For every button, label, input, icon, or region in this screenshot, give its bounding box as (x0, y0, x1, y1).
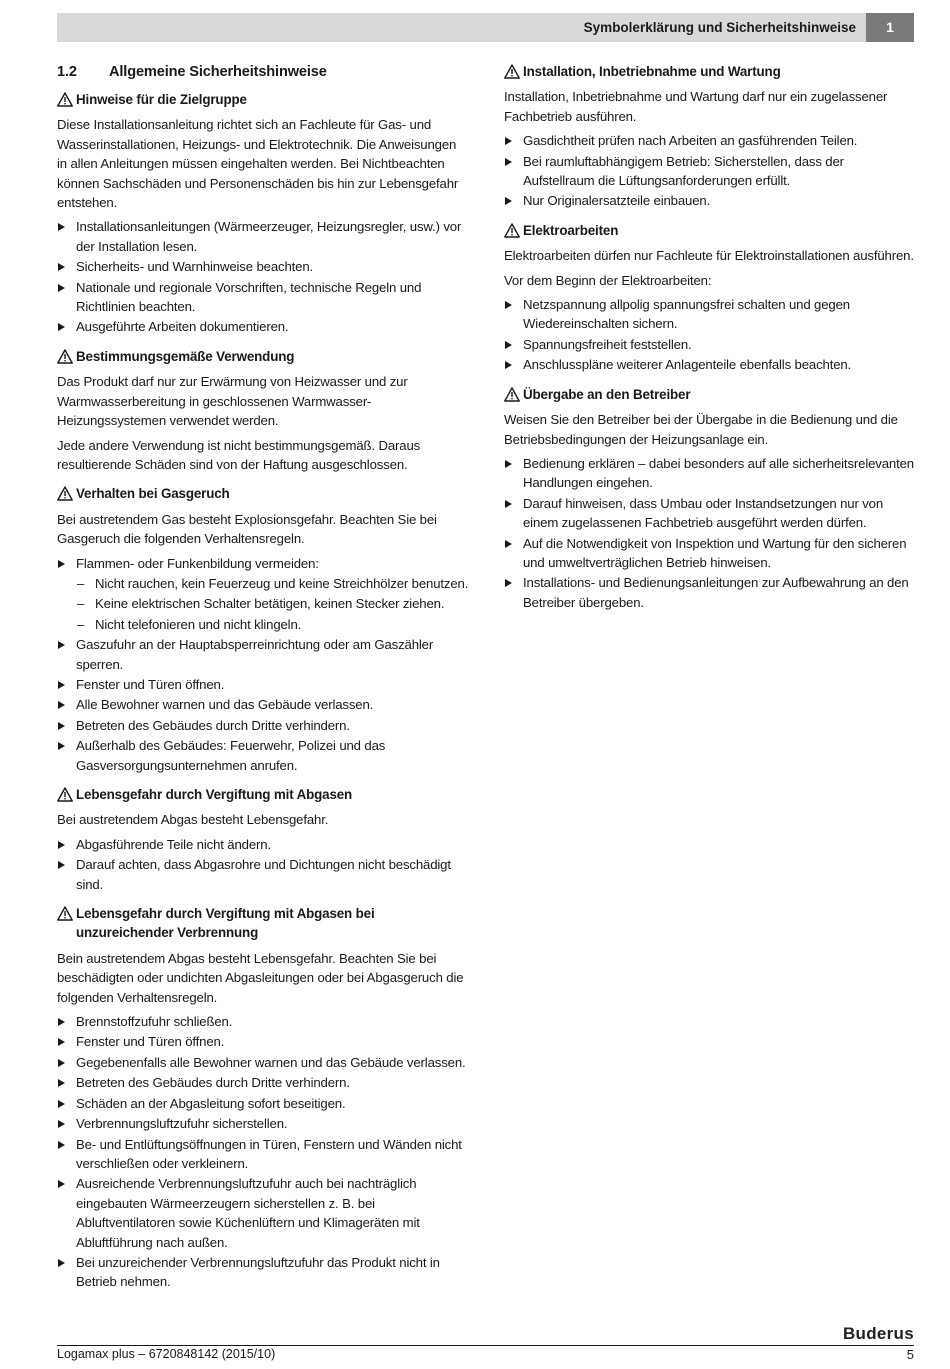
warning-triangle-icon (504, 387, 520, 402)
paragraph: Diese Installationsanleitung richtet sich an Fachleute für Gas- und Wasserinstallationen, Heizungs- und Elektrotechnik. Die Anweisungen in allen Anleitungen müssen eingehalten werden. Bei Nichtbeachten können Sachschäden und Personenschäden bis hin zur Lebensgefahr entstehen. (57, 117, 459, 211)
warning-triangle-icon (57, 906, 73, 921)
arrow-bullet-icon (58, 841, 65, 849)
list-item (504, 454, 916, 493)
list-item-text: Bedienung erklären – dabei besonders auf alle sicherheitsrelevanten Handlungen eingehen. (523, 455, 914, 491)
paragraph: Bei austretendem Abgas besteht Lebensgefahr. (57, 812, 329, 828)
dash-marker: – (77, 616, 85, 632)
paragraph: Installation, Inbetriebnahme und Wartung darf nur ein zugelassener Fachbetrieb ausführen. (504, 89, 888, 124)
arrow-bullet-icon (58, 1180, 65, 1188)
warning-triangle-icon (504, 64, 520, 79)
subsection-heading (504, 385, 916, 404)
list-item (504, 534, 916, 573)
arrow-bullet-icon (58, 284, 65, 292)
page-number: 5 (906, 1347, 914, 1362)
list-item-text: Ausreichende Verbrennungsluftzufuhr auch bei nachträglich eingebauten Wärmeerzeugern sicherstellen z. B. bei Abluftventilatoren sowie Küchenlüftern und Klimageräten mit Abluftführung nach außen. (76, 1176, 420, 1250)
arrow-bullet-icon (58, 1079, 65, 1087)
subsection-heading (57, 347, 469, 366)
list-item (504, 191, 916, 210)
warning-triangle-icon (57, 486, 73, 501)
paragraph: Bein austretendem Abgas besteht Lebensgefahr. Beachten Sie bei beschädigten oder undichten Abgasleitungen oder bei Abgasgeruch die folgenden Verhaltensregeln. (57, 950, 464, 1005)
list-item-text: Fenster und Türen öffnen. (76, 676, 225, 692)
list-item-text: Installations- und Bedienungsanleitungen zur Aufbewahrung an den Betreiber übergeben. (523, 575, 909, 610)
header-bar (57, 13, 914, 42)
list-item-text: Gegebenenfalls alle Bewohner warnen und das Gebäude verlassen. (76, 1054, 466, 1070)
arrow-bullet-icon (505, 137, 512, 145)
list-item (504, 295, 916, 334)
arrow-bullet-icon (505, 579, 512, 587)
list-item (504, 573, 916, 612)
list-item-text: Installationsanleitungen (Wärmeerzeuger, Heizungsregler, usw.) vor der Installation lesen. (76, 219, 462, 254)
list-item-text: Auf die Notwendigkeit von Inspektion und Wartung für den sicheren und umweltverträglichen Betrieb hinweisen. (523, 535, 907, 570)
list-item (57, 278, 469, 317)
arrow-bullet-icon (58, 1120, 65, 1128)
arrow-bullet-icon (58, 742, 65, 750)
list-item-text: Flammen- oder Funkenbildung vermeiden: (76, 555, 319, 571)
arrow-bullet-icon (58, 1059, 65, 1067)
dash-item-text: Keine elektrischen Schalter betätigen, keinen Stecker ziehen. (95, 596, 445, 612)
list-item-text: Netzspannung allpolig spannungsfrei schalten und gegen Wiedereinschalten sichern. (523, 297, 850, 332)
list-item (504, 335, 916, 354)
list-item-text: Außerhalb des Gebäudes: Feuerwehr, Polizei und das Gasversorgungsunternehmen anrufen. (76, 738, 386, 773)
list-item (504, 355, 916, 374)
subsection-heading-text: Lebensgefahr durch Vergiftung mit Abgasen bei unzureichender Verbrennung (76, 906, 375, 941)
paragraph: Das Produkt darf nur zur Erwärmung von Heizwasser und zur Warmwasserbereitung in geschlossenen Warmwasser-Heizungssystemen verwendet werden. (57, 374, 408, 429)
list-item-text: Darauf achten, dass Abgasrohre und Dichtungen nicht beschädigt sind. (76, 857, 451, 892)
list-item (504, 131, 916, 150)
arrow-bullet-icon (58, 861, 65, 869)
bullet-list (504, 131, 916, 211)
list-item (57, 1114, 469, 1133)
dash-item-text: Nicht rauchen, kein Feuerzeug und keine Streichhölzer benutzen. (95, 575, 469, 591)
list-item-text: Betreten des Gebäudes durch Dritte verhindern. (76, 1075, 350, 1091)
list-item (57, 1012, 469, 1031)
subsection-heading-text: Installation, Inbetriebnahme und Wartung (523, 64, 781, 79)
footer-divider (57, 1345, 914, 1346)
subsection-heading-text: Übergabe an den Betreiber (523, 386, 691, 402)
list-item (57, 1094, 469, 1113)
subsection-heading (57, 484, 469, 503)
section-heading: Allgemeine Sicherheitshinweise (109, 64, 327, 80)
list-item-text: Gasdichtheit prüfen nach Arbeiten an gasführenden Teilen. (523, 133, 858, 149)
list-item-text: Be- und Entlüftungsöffnungen in Türen, Fenstern und Wänden nicht verschließen oder verkleinern. (76, 1136, 462, 1171)
arrow-bullet-icon (505, 158, 512, 166)
bullet-list (504, 295, 916, 375)
footer-doc-info: Logamax plus – 6720848142 (2015/10) (57, 1347, 276, 1361)
arrow-bullet-icon (58, 1038, 65, 1046)
paragraph: Vor dem Beginn der Elektroarbeiten: (504, 272, 712, 288)
list-item (57, 675, 469, 694)
chapter-number: 1 (866, 13, 914, 42)
list-item-text: Gaszufuhr an der Hauptabsperreinrichtung oder am Gaszähler sperren. (76, 637, 434, 672)
subsection-heading (504, 62, 916, 81)
brand-logo: Buderus (842, 1324, 914, 1343)
arrow-bullet-icon (58, 1141, 65, 1149)
list-item-text: Anschlusspläne weiterer Anlagenteile ebenfalls beachten. (523, 357, 852, 373)
subsection-heading (57, 904, 469, 943)
dash-marker: – (77, 596, 85, 612)
paragraph: Jede andere Verwendung ist nicht bestimmungsgemäß. Daraus resultierende Schäden sind von der Haftung ausgeschlossen. (57, 437, 421, 472)
list-item-text: Bei unzureichender Verbrennungsluftzufuhr das Produkt nicht in Betrieb nehmen. (76, 1254, 440, 1290)
arrow-bullet-icon (505, 301, 512, 309)
list-item (504, 494, 916, 533)
bullet-list (57, 554, 469, 775)
subsection-heading (57, 90, 469, 109)
section-title (57, 62, 469, 82)
paragraph: Elektroarbeiten dürfen nur Fachleute für Elektroinstallationen ausführen. (504, 248, 914, 264)
list-item-text: Alle Bewohner warnen und das Gebäude verlassen. (76, 697, 374, 713)
paragraph: Bei austretendem Gas besteht Explosionsgefahr. Beachten Sie bei Gasgeruch die folgenden Verhaltensregeln. (57, 511, 437, 547)
list-item-text: Abgasführende Teile nicht ändern. (76, 836, 271, 852)
arrow-bullet-icon (58, 722, 65, 730)
list-item-text: Darauf hinweisen, dass Umbau oder Instandsetzungen nur von einem zugelassenen Fachbetrieb ausgeführt werden dürfen. (523, 495, 884, 531)
subsection-heading-text: Bestimmungsgemäße Verwendung (76, 348, 295, 364)
arrow-bullet-icon (505, 540, 512, 548)
arrow-bullet-icon (58, 223, 65, 231)
subsection-heading-text: Elektroarbeiten (523, 222, 619, 238)
section-number: 1.2 (57, 64, 77, 80)
arrow-bullet-icon (505, 197, 512, 205)
arrow-bullet-icon (505, 361, 512, 369)
bullet-list (504, 454, 916, 612)
arrow-bullet-icon (58, 263, 65, 271)
arrow-bullet-icon (58, 323, 65, 331)
list-item (57, 695, 469, 714)
arrow-bullet-icon (505, 500, 512, 508)
list-item (57, 257, 469, 276)
list-item (57, 1253, 469, 1292)
arrow-bullet-icon (58, 560, 65, 568)
list-item (57, 716, 469, 735)
warning-triangle-icon (57, 349, 73, 364)
list-item-text: Verbrennungsluftzufuhr sicherstellen. (76, 1116, 288, 1132)
list-item (57, 736, 469, 775)
list-item-text: Nur Originalersatzteile einbauen. (523, 193, 711, 209)
subsection-heading-text: Hinweise für die Zielgruppe (76, 92, 247, 107)
list-item-text: Betreten des Gebäudes durch Dritte verhindern. (76, 717, 350, 733)
left-column (57, 62, 469, 1296)
subsection-heading-text: Verhalten bei Gasgeruch (76, 486, 230, 502)
warning-triangle-icon (504, 223, 520, 238)
list-item-text: Fenster und Türen öffnen. (76, 1034, 225, 1050)
list-item (57, 1053, 469, 1072)
list-item (57, 554, 469, 573)
list-item (57, 1174, 469, 1252)
arrow-bullet-icon (58, 701, 65, 709)
arrow-bullet-icon (505, 460, 512, 468)
list-item-text: Schäden an der Abgasleitung sofort beseitigen. (76, 1095, 346, 1111)
dash-item (57, 615, 469, 634)
paragraph: Weisen Sie den Betreiber bei der Übergabe in die Bedienung und die Betriebsbedingungen der Heizungsanlage ein. (504, 412, 898, 447)
list-item-text: Bei raumluftabhängigem Betrieb: Sicherstellen, dass der Aufstellraum die Lüftungsanforderungen erfüllt. (523, 153, 844, 189)
list-item-text: Spannungsfreiheit feststellen. (523, 336, 692, 352)
arrow-bullet-icon (505, 341, 512, 349)
arrow-bullet-icon (58, 1259, 65, 1267)
subsection-heading (57, 785, 469, 804)
dash-item-text: Nicht telefonieren und nicht klingeln. (95, 616, 302, 632)
list-item (57, 217, 469, 256)
warning-triangle-icon (57, 92, 73, 107)
list-item (57, 317, 469, 336)
list-item-text: Nationale und regionale Vorschriften, technische Regeln und Richtlinien beachten. (76, 279, 422, 315)
list-item-text: Sicherheits- und Warnhinweise beachten. (76, 259, 314, 275)
arrow-bullet-icon (58, 641, 65, 649)
arrow-bullet-icon (58, 1018, 65, 1026)
list-item (57, 1073, 469, 1092)
list-item-text: Ausgeführte Arbeiten dokumentieren. (76, 319, 289, 335)
list-item (57, 835, 469, 854)
dash-item (57, 594, 469, 613)
bullet-list (57, 1012, 469, 1292)
subsection-heading-text: Lebensgefahr durch Vergiftung mit Abgasen (76, 787, 353, 802)
arrow-bullet-icon (58, 1100, 65, 1108)
list-item-text: Brennstoffzufuhr schließen. (76, 1014, 233, 1030)
list-item (57, 1135, 469, 1174)
header-title: Symbolerklärung und Sicherheitshinweise (583, 20, 856, 35)
dash-marker: – (77, 575, 85, 591)
arrow-bullet-icon (58, 681, 65, 689)
list-item (504, 152, 916, 191)
list-item (57, 635, 469, 674)
right-column (504, 62, 916, 616)
subsection-heading (504, 221, 916, 240)
warning-triangle-icon (57, 787, 73, 802)
list-item (57, 855, 469, 894)
list-item (57, 1032, 469, 1051)
dash-item (57, 574, 469, 593)
bullet-list (57, 217, 469, 336)
bullet-list (57, 835, 469, 894)
